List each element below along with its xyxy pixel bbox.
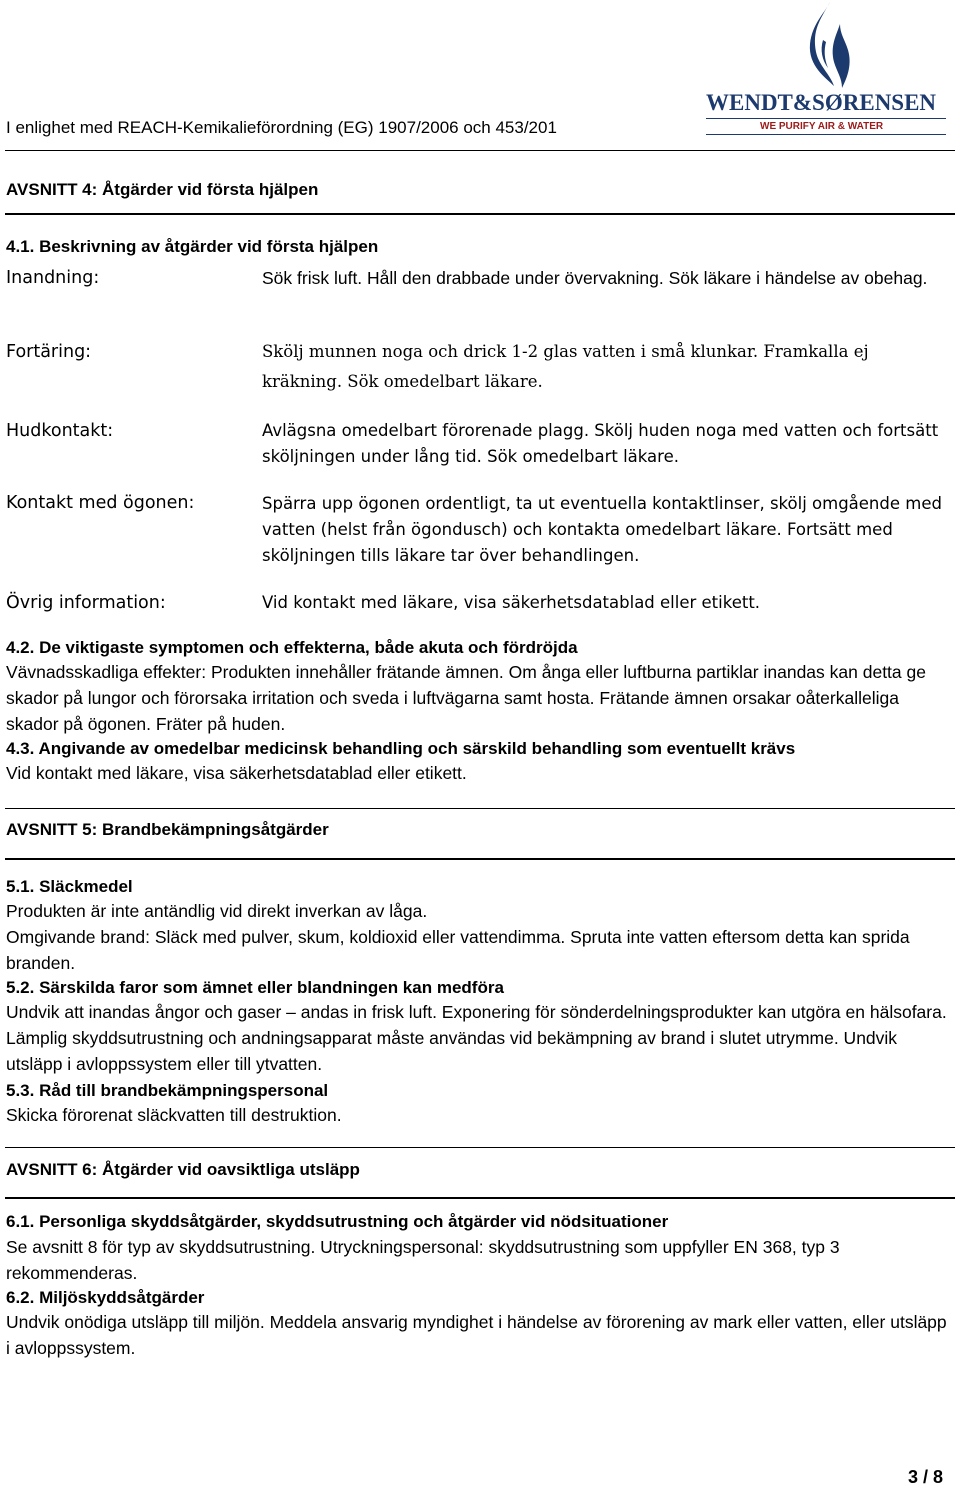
flame-icon [790,0,870,92]
subsection-title [6,1081,328,1101]
subsection-number: 5.1. [6,877,35,896]
subsection-number: 6.1. [6,1212,35,1231]
divider [5,808,955,809]
logo-tagline: WE PURIFY AIR & WATER [760,121,884,132]
subsection-heading: De viktigaste symptomen och effekterna, både akuta och fördröjda [39,638,578,657]
subsection-title [6,877,133,897]
paragraph: Skicka förorenat släckvatten till destruktion. [6,1105,342,1125]
field-value: Skölj munnen noga och drick 1-2 glas vatten i små klunkar. Framkalla ej kräkning. Sök omedelbart läkare. [262,342,869,391]
subsection-heading: Miljöskyddsåtgärder [39,1288,205,1307]
section-title: AVSNITT 4: Åtgärder vid första hjälpen [6,180,319,199]
subsection-number: 6.2. [6,1288,35,1307]
section-title: AVSNITT 5: Brandbekämpningsåtgärder [6,820,329,839]
paragraph: Produkten är inte antändlig vid direkt inverkan av låga. [6,901,428,921]
paragraph: Undvik onödiga utsläpp till miljön. Meddela ansvarig myndighet i händelse av förorening av mark eller vatten, eller utsläpp i avloppssystem. [6,1312,947,1358]
section-title: AVSNITT 6: Åtgärder vid oavsiktliga utsläpp [6,1160,360,1179]
logo-divider [706,134,946,135]
subsection-heading: Råd till brandbekämpningspersonal [39,1081,329,1100]
subsection-heading: Släckmedel [39,877,133,896]
paragraph: Omgivande brand: Släck med pulver, skum, koldioxid eller vattendimma. Spruta inte vatten eftersom detta kan sprida branden. [6,927,910,973]
field-value: Sök frisk luft. Håll den drabbade under övervakning. Sök läkare i händelse av obehag. [262,268,928,288]
divider [5,150,955,151]
subsection-heading: Särskilda faror som ämnet eller blandningen kan medföra [39,978,504,997]
subsection-title: 4.1. Beskrivning av åtgärder vid första hjälpen [6,237,379,256]
field-value: Spärra upp ögonen ordentligt, ta ut eventuella kontaktlinser, skölj omgående med vatten (helst från ögondusch) och kontakta omedelbart läkare. Fortsätt med sköljningen tills läkare tar över behandlingen. [262,494,942,565]
regulation-header: I enlighet med REACH-Kemikalieförordning (EG) 1907/2006 och 453/201 [6,118,557,137]
subsection-title [6,739,795,759]
field-label: Inandning: [6,268,100,288]
subsection-number: 5.3. [6,1081,35,1100]
field-label: Hudkontakt: [6,421,114,441]
logo-wordmark: WENDT&SØRENSEN [706,90,937,115]
divider [5,1147,955,1148]
subsection-title [6,978,504,998]
subsection-heading: Angivande av omedelbar medicinsk behandling och särskild behandling som eventuellt krävs [38,739,796,758]
field-label: Övrig information: [6,593,166,613]
divider [5,858,955,860]
subsection-number: 4.2. [6,638,35,657]
paragraph: Se avsnitt 8 för typ av skyddsutrustning. Utryckningspersonal: skyddsutrustning som uppfyller EN 368, typ 3 rekommenderas. [6,1237,840,1283]
page-number: 3 / 8 [908,1467,944,1487]
field-value: Avlägsna omedelbart förorenade plagg. Skölj huden noga med vatten och fortsätt sköljningen under lång tid. Sök omedelbart läkare. [262,421,939,466]
subsection-heading: Personliga skyddsåtgärder, skyddsutrustning och åtgärder vid nödsituationer [39,1212,669,1231]
divider [5,213,955,215]
paragraph: Vid kontakt med läkare, visa säkerhetsdatablad eller etikett. [6,763,467,783]
logo-divider [706,118,946,119]
field-label: Kontakt med ögonen: [6,493,195,513]
subsection-number: 5.2. [6,978,35,997]
subsection-title [6,1212,668,1232]
field-label: Fortäring: [6,342,92,362]
paragraph: Vävnadsskadliga effekter: Produkten innehåller frätande ämnen. Om ånga eller luftburna partiklar inandas kan detta ge skador på lungor och förorsaka irritation och sveda i luftvägarna samt hosta. Frätande ämnen orsakar oåterkalleliga skador på ögonen. Fräter på huden. [6,662,926,734]
subsection-number: 4.3. [6,739,35,758]
subsection-title [6,1288,204,1308]
paragraph: Undvik att inandas ångor och gaser – andas in frisk luft. Exponering för sönderdelningsprodukter kan utgöra en hälsofara. Lämplig skyddsutrustning och andningsapparat måste användas vid bekämpning av brand i slutet utrymme. Undvik utsläpp i avloppssystem eller till ytvatten. [6,1002,947,1074]
divider [5,1197,955,1199]
field-value: Vid kontakt med läkare, visa säkerhetsdatablad eller etikett. [262,593,761,612]
subsection-title [6,638,578,658]
